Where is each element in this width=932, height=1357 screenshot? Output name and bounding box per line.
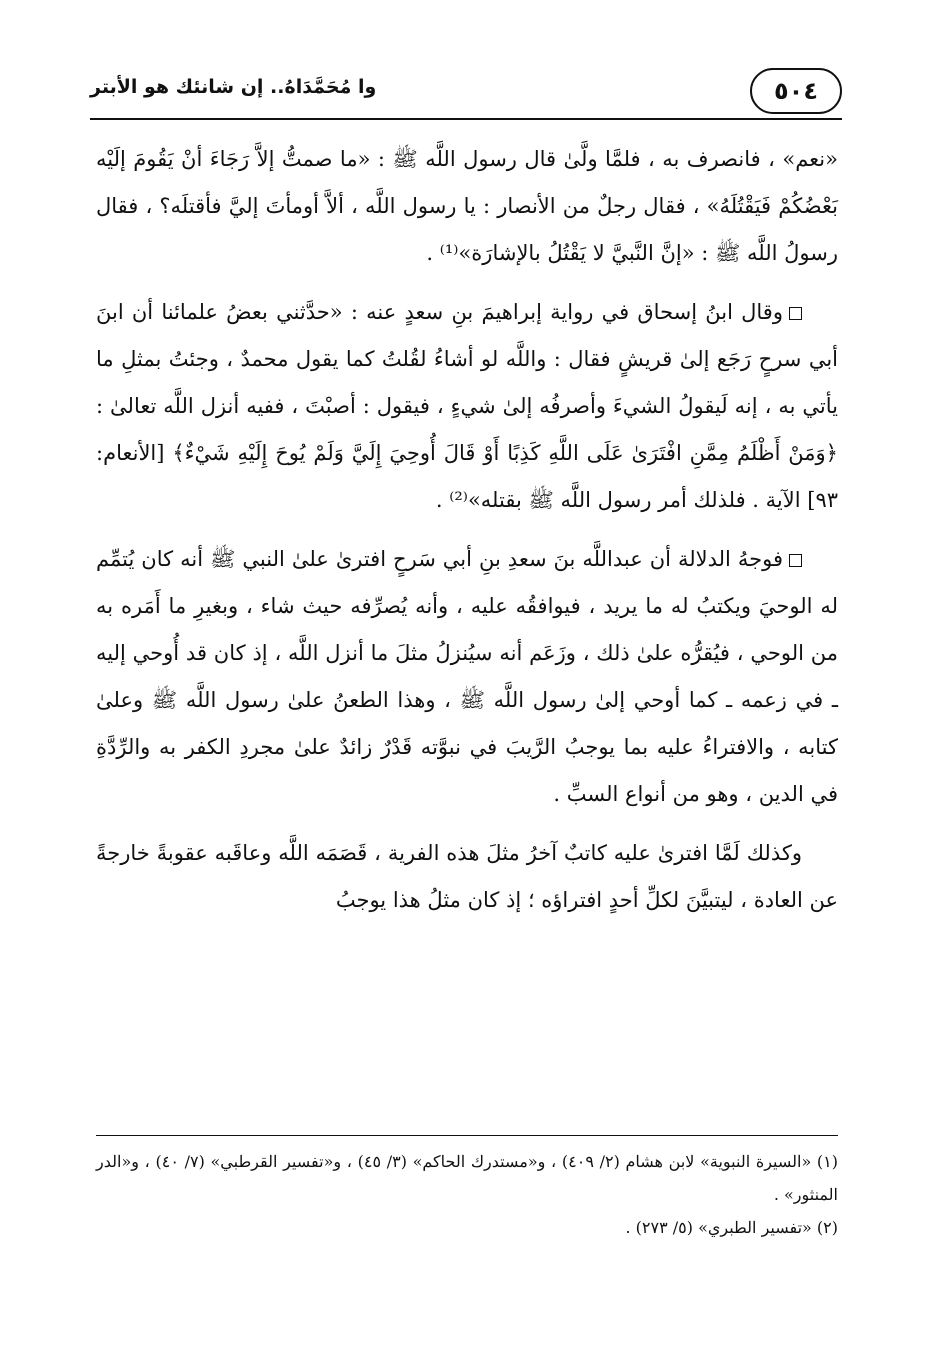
footnote-2: (٢) «تفسير الطبري» (٥/ ٢٧٣) . [625, 1218, 838, 1237]
paragraph-2 [96, 289, 838, 524]
footnote-divider [96, 1135, 838, 1136]
paragraph-2-text: وقال ابنُ إسحاق في رواية إبراهيمَ بنِ سعدٍ عنه : «حدَّثني بعضُ علمائنا أن ابنَ أبي سرحٍ رَجَع إلىٰ قريشٍ فقال : واللَّه لو أشاءُ لقُلتُ كما يقول محمدٌ ، وجئتُ بمثلِ ما يأتي به ، إنه لَيقولُ الشيءَ وأصرفُه إلىٰ شيءٍ ، فيقول : أصبْتَ ، ففيه أنزل اللَّه تعالىٰ : ﴿وَمَنْ أَظْلَمُ مِمَّنِ افْتَرَىٰ عَلَى اللَّهِ كَذِبًا أَوْ قَالَ أُوحِيَ إِلَيَّ وَلَمْ يُوحَ إِلَيْهِ شَيْءٌ﴾ [الأنعام: ٩٣] الآية . فلذلك أمر رسول اللَّه ﷺ بقتله»⁽²⁾ . [96, 300, 838, 512]
paragraph-3 [96, 536, 838, 818]
section-square-icon [789, 307, 802, 320]
page-header [90, 66, 842, 120]
page-number: ٥٠٤ [750, 68, 842, 114]
paragraph-4: وكذلك لَمَّا افترىٰ عليه كاتبٌ آخرُ مثلَ هذه الفرية ، قَصَمَه اللَّه وعاقَبه عقوبةً خارجةً عن العادة ، ليتبيَّنَ لكلِّ أحدٍ افتراؤه ؛ إذ كان مثلُ هذا يوجبُ [96, 841, 838, 912]
running-title: وا مُحَمَّدَاهُ.. إن شانئك هو الأبتر [90, 76, 377, 98]
main-text [96, 136, 838, 936]
section-square-icon [789, 554, 802, 567]
footnote-1: (١) «السيرة النبوية» لابن هشام (٢/ ٤٠٩) ، و«مستدرك الحاكم» (٣/ ٤٥) ، و«تفسير القرطبي» (٧/ ٤٠) ، و«الدر المنثور» . [96, 1152, 839, 1204]
paragraph-3-text: فوجهُ الدلالة أن عبداللَّه بنَ سعدِ بنِ أبي سَرحٍ افترىٰ علىٰ النبي ﷺ أنه كان يُتمِّم له الوحيَ ويكتبُ له ما يريد ، فيوافقُه عليه ، وأنه يُصرِّفه حيث شاء ، وبغيرِ ما أَمَره به من الوحي ، فيُقرُّه علىٰ ذلك ، وزَعَم أنه سيُنزلُ مثلَ ما أنزل اللَّه ، إذ كان قد أُوحي إليه ـ في زعمه ـ كما أوحي إلىٰ رسول اللَّه ﷺ ، وهذا الطعنُ علىٰ رسول اللَّه ﷺ وعلىٰ كتابه ، والافتراءُ عليه بما يوجبُ الرَّيبَ في نبوَّته قَدْرٌ زائدٌ علىٰ مجردِ الكفر به والرِّدَّةِ في الدين ، وهو من أنواع السبِّ . [96, 547, 838, 806]
footnotes [96, 1145, 838, 1244]
paragraph-1: «نعم» ، فانصرف به ، فلمَّا ولَّىٰ قال رسول اللَّه ﷺ : «ما صمتُّ إلاَّ رَجَاءَ أنْ يَقُومَ إلَيْه بَعْضُكُمْ فَيَقْتُلَهُ» ، فقال رجلٌ من الأنصار : يا رسول اللَّه ، ألاَّ أومأتَ إليَّ فأقتلَه؟ ، فقال رسولُ اللَّه ﷺ : «إنَّ النَّبيَّ لا يَقْتُلُ بالإشارَة»⁽¹⁾ . [96, 147, 838, 265]
